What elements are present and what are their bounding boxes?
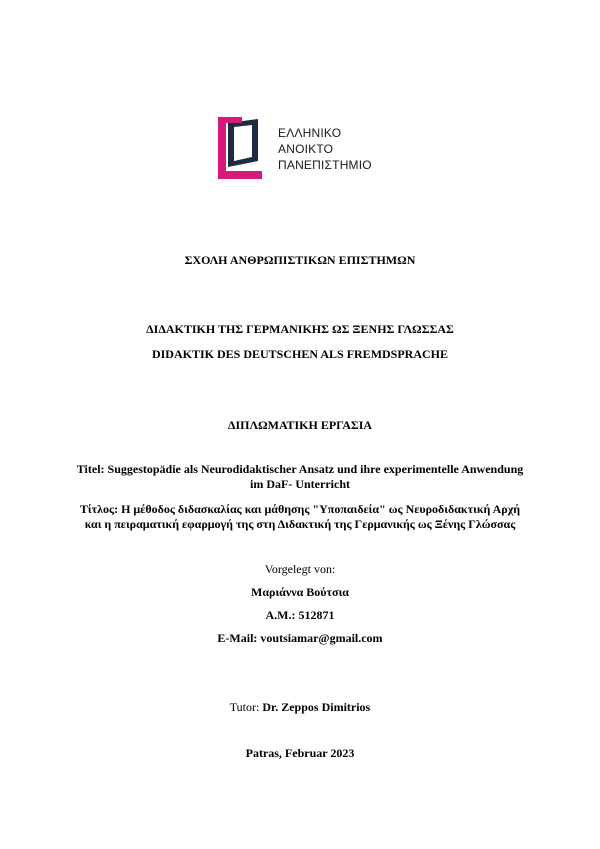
author-email: E-Mail: voutsiamar@gmail.com — [217, 631, 383, 645]
tutor-line — [0, 700, 600, 715]
place-date: Patras, Februar 2023 — [245, 746, 355, 760]
document-type: ΔΙΠΛΩΜΑΤΙΚΗ ΕΡΓΑΣΙΑ — [227, 418, 373, 432]
logo-mark-icon — [218, 117, 278, 179]
title-german-line-1: Titel: Suggestopädie als Neurodidaktischer Ansatz und ihre experimentelle Anwendung — [76, 462, 524, 476]
tutor-name: Dr. Zeppos Dimitrios — [262, 700, 371, 714]
title-greek-line-1: Τίτλος: Η μέθοδος διδασκαλίας και μάθησης "Υποπαιδεία" ως Νευροδιδακτική Αρχή — [79, 502, 521, 516]
student-id: A.M.: 512871 — [265, 608, 335, 622]
title-german-line-2: im DaF- Unterricht — [250, 477, 350, 491]
program-greek: ΔΙΔΑΚΤΙΚΗ ΤΗΣ ΓΕΡΜΑΝΙΚΗΣ ΩΣ ΞΕΝΗΣ ΓΛΩΣΣΑΣ — [146, 322, 454, 336]
submitted-by-label: Vorgelegt von: — [264, 562, 336, 576]
university-logo — [218, 117, 378, 179]
logo-line-1: ΕΛΛΗΝΙΚΟ — [278, 126, 342, 140]
logo-line-3: ΠΑΝΕΠΙΣΤΗΜΙΟ — [278, 158, 372, 172]
school-name: ΣΧΟΛΗ ΑΝΘΡΩΠΙΣΤΙΚΩΝ ΕΠΙΣΤΗΜΩΝ — [184, 253, 416, 267]
author-name: Μαριάννα Βούτσια — [251, 585, 349, 599]
title-greek — [70, 502, 530, 532]
title-greek-line-2: και η πειραματική εφαρμογή της στη Διδακτική της Γερμανικής ως Ξένης Γλώσσας — [84, 517, 516, 531]
logo-text — [278, 125, 372, 173]
tutor-label: Tutor: — [229, 700, 260, 714]
logo-line-2: ΑΝΟΙΚΤΟ — [278, 142, 334, 156]
title-german — [70, 462, 530, 492]
program-german: DIDAKTIK DES DEUTSCHEN ALS FREMDSPRACHE — [151, 347, 449, 361]
